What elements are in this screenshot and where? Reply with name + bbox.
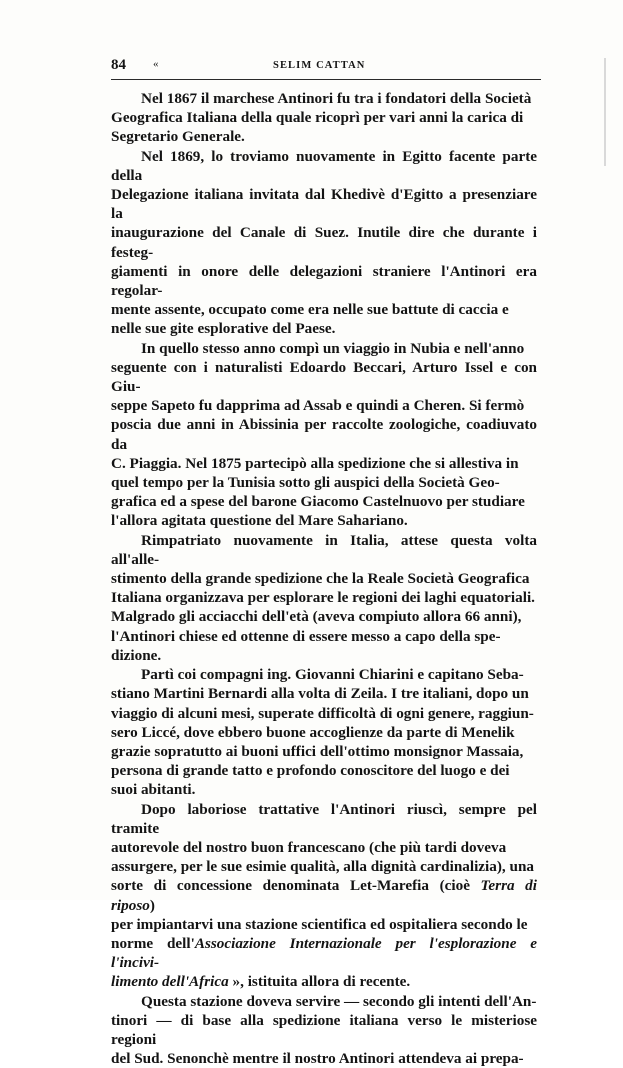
paragraph-6-italic-terra-di-riposo: Terra di riposo — [111, 877, 537, 914]
paragraph-1: Nel 1867 il marchese Antinori fu tra i fondatori della Società Geografica Italiana della quale ricoprì per vari anni la carica di Segretario Generale. — [111, 90, 532, 146]
running-head: SELIM CATTAN — [273, 60, 366, 71]
paragraph-5: Partì coi compagni ing. Giovanni Chiarini e capitano Seba- stiano Martini Bernardi alla volta di Zeila. I tre italiani, dopo un viaggio di alcuni mesi, superate difficoltà di ogni genere, raggiun- sero Liccé, dove ebbero buone accoglienze da parte di Menelik grazie sopratutto ai buoni uffici dell'ottimo monsignor Massaia, persona di grande tatto e profondo conoscitore del luogo e dei suoi abitanti. — [111, 666, 534, 799]
paragraph-6 — [111, 800, 537, 992]
paragraph-6-italic-associazione: Associazione Internazionale per l'esplorazione e l'incivi- limento dell'Africa — [111, 934, 537, 991]
paragraph-3: In quello stesso anno compì un viaggio in Nubia e nell'anno seguente con i naturalisti Edoardo Beccari, Arturo Issel e con Giu- seppe Sapeto fu dapprima ad Assab e quindi a Cheren. Si fermò poscia due anni in Abissinia per raccolte zoologiche, coadiuvato da C. Piaggia. Nel 1875 partecipò alla spedizione che si allestiva in quel tempo per la Tunisia sotto gli auspici della Società Geo- grafica ed a spese del barone Giacomo Castelnuovo per studiare l'allora agitata questione del Mare Sahariano. — [111, 339, 537, 530]
page-header — [111, 56, 539, 78]
paragraph-7: Questa stazione doveva servire — secondo gli intenti dell'An- tinori — di base alla spedizione italiana verso le misteriose regioni del Sud. Senonchè mentre il nostro Antinori attendeva ai prepa- — [111, 992, 537, 1068]
paragraph-6-text-b: ) per impiantarvi una stazione scientifica ed ospitaliera secondo le norme dell' — [111, 896, 528, 952]
header-rule — [111, 79, 541, 80]
page-number: 84 — [111, 57, 126, 73]
page-edge-mark — [604, 58, 606, 166]
paragraph-4: Rimpatriato nuovamente in Italia, attese questa volta all'alle- stimento della grande spedizione che la Reale Società Geografica Italiana organizzava per esplorare le regioni dei laghi equatoriali. Malgrado gli acciacchi dell'età (aveva compiuto allora 66 anni), l'Antinori chiese ed ottenne di essere messo a capo della spe- dizione. — [111, 531, 537, 664]
body-text — [111, 89, 537, 1068]
paragraph-6-text-c: », istituita allora di recente. — [228, 973, 411, 991]
paragraph-2: Nel 1869, lo troviamo nuovamente in Egitto facente parte della Delegazione italiana invitata dal Khedivè d'Egitto a presenziare la inaugurazione del Canale di Suez. Inutile dire che durante i festeg- giamenti in onore delle delegazioni straniere l'Antinori era regolar- mente assente, occupato come era nelle sue battute di caccia e nelle sue gite esplorative del Paese. — [111, 147, 537, 338]
header-mark: « — [153, 58, 159, 70]
paragraph-6-text-a: Dopo laboriose trattative l'Antinori riuscì, sempre pel tramite autorevole del nostro buon francescano (che più tardi doveva assurgere, per le sue esimie qualità, alla dignità cardinalizia), una sorte di concessione denominata Let-Marefia (cioè — [111, 800, 537, 895]
